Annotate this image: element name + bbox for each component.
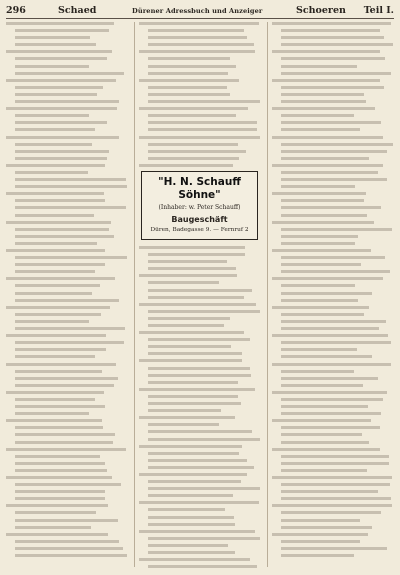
entry-line-placeholder [139,50,255,53]
entry-line-placeholder [281,554,354,557]
entry-line-placeholder [6,164,105,167]
entry-line-placeholder [139,22,259,25]
entry-line-placeholder [148,494,233,497]
entry-line-placeholder [15,43,96,46]
entry-line-placeholder [281,65,357,68]
entry-line-placeholder [148,57,230,60]
entry-line-placeholder [6,334,106,337]
entry-line-placeholder [281,441,369,444]
entry-line-placeholder [281,469,367,472]
entry-line-placeholder [139,473,247,476]
entry-line-placeholder [15,29,109,32]
entry-line-placeholder [281,355,372,358]
entry-line-placeholder [272,79,380,82]
header-keyword-left: Schaed [58,5,97,16]
directory-column-left [6,22,127,569]
entry-line-placeholder [15,228,109,231]
entry-line-placeholder [281,157,369,160]
entry-line-placeholder [148,289,252,292]
entry-line-placeholder [15,93,97,96]
entry-line-placeholder [139,246,245,249]
entry-line-placeholder [15,214,94,217]
entry-line-placeholder [281,43,393,46]
entry-line-placeholder [281,299,358,302]
entry-line-placeholder [15,348,106,351]
entry-line-placeholder [148,324,224,327]
entry-line-placeholder [281,72,391,75]
entry-line-placeholder [281,114,354,117]
entry-line-placeholder [15,65,89,68]
entry-line-placeholder [15,483,121,486]
entry-line-placeholder [148,402,241,405]
entry-line-placeholder [139,359,242,362]
entry-line-placeholder [15,36,90,39]
entry-line-placeholder [15,121,107,124]
entry-line-placeholder [139,388,255,391]
entry-line-placeholder [15,143,92,146]
entry-line-placeholder [148,459,247,462]
entry-line-placeholder [148,395,238,398]
entry-line-placeholder [281,519,360,522]
entry-line-placeholder [272,419,371,422]
entry-line-placeholder [148,143,238,146]
entry-line-placeholder [281,412,381,415]
entry-line-placeholder [281,100,366,103]
entry-line-placeholder [281,150,387,153]
entry-line-placeholder [281,348,357,351]
entry-line-placeholder [272,22,391,25]
entry-line-placeholder [15,405,105,408]
entry-line-placeholder [281,242,355,245]
entry-line-placeholder [281,128,360,131]
entry-line-placeholder [272,448,380,451]
entry-line-placeholder [15,57,107,60]
entry-line-placeholder [272,476,392,479]
entry-line-placeholder [15,327,125,330]
entry-line-placeholder [281,490,378,493]
entry-line-placeholder [148,544,228,547]
entry-line-placeholder [281,199,364,202]
entry-line-placeholder [148,29,244,32]
entry-line-placeholder [148,310,260,313]
entry-line-placeholder [272,277,383,280]
entry-line-placeholder [148,128,257,131]
entry-line-placeholder [139,303,256,306]
entry-line-placeholder [281,256,385,259]
entry-line-placeholder [15,497,105,500]
entry-line-placeholder [148,86,227,89]
entry-line-placeholder [272,391,387,394]
entry-line-placeholder [272,221,374,224]
entry-line-placeholder [139,274,237,277]
header-rule [6,18,394,19]
entry-line-placeholder [15,206,126,209]
entry-line-placeholder [281,235,358,238]
entry-line-placeholder [15,433,115,436]
entry-line-placeholder [281,313,364,316]
entry-line-placeholder [15,398,95,401]
entry-line-placeholder [281,341,391,344]
entry-line-placeholder [15,235,114,238]
entry-line-placeholder [6,136,119,139]
entry-line-placeholder [148,480,241,483]
entry-line-placeholder [148,296,244,299]
entry-line-placeholder [139,416,235,419]
entry-line-placeholder [15,511,96,514]
entry-line-placeholder [281,405,368,408]
entry-line-placeholder [148,43,254,46]
entry-line-placeholder [139,445,242,448]
entry-line-placeholder [148,157,239,160]
entry-line-placeholder [148,508,225,511]
entry-line-placeholder [148,537,260,540]
entry-line-placeholder [148,114,236,117]
entry-line-placeholder [148,367,250,370]
entry-line-placeholder [15,128,95,131]
entry-line-placeholder [6,79,116,82]
entry-line-placeholder [148,374,251,377]
directory-column-right [272,22,393,569]
entry-line-placeholder [281,36,384,39]
entry-line-placeholder [148,565,257,568]
entry-line-placeholder [6,192,104,195]
entry-line-placeholder [281,497,391,500]
entry-line-placeholder [148,345,231,348]
entry-line-placeholder [6,277,115,280]
entry-line-placeholder [148,317,230,320]
entry-line-placeholder [6,22,114,25]
entry-line-placeholder [148,438,260,441]
entry-line-placeholder [281,263,361,266]
entry-line-placeholder [15,355,95,358]
entry-line-placeholder [281,228,392,231]
entry-line-placeholder [281,121,381,124]
entry-line-placeholder [15,150,109,153]
entry-line-placeholder [15,171,88,174]
entry-line-placeholder [281,462,389,465]
entry-line-placeholder [6,50,112,53]
entry-line-placeholder [148,100,260,103]
entry-line-placeholder [15,199,105,202]
entry-line-placeholder [139,107,248,110]
entry-line-placeholder [272,504,392,507]
entry-line-placeholder [139,136,260,139]
entry-line-placeholder [148,352,242,355]
entry-line-placeholder [139,558,250,561]
entry-line-placeholder [272,164,383,167]
entry-line-placeholder [15,377,118,380]
entry-line-placeholder [6,306,110,309]
entry-line-placeholder [272,136,383,139]
entry-line-placeholder [281,206,381,209]
entry-line-placeholder [148,93,230,96]
entry-line-placeholder [148,36,247,39]
entry-line-placeholder [272,334,388,337]
entry-line-placeholder [139,530,255,533]
entry-line-placeholder [15,441,113,444]
entry-line-placeholder [148,381,238,384]
entry-line-placeholder [15,540,119,543]
entry-line-placeholder [281,398,383,401]
entry-line-placeholder [6,448,126,451]
entry-line-placeholder [15,299,119,302]
entry-line-placeholder [6,476,112,479]
entry-line-placeholder [6,533,108,536]
entry-line-placeholder [148,452,239,455]
entry-line-placeholder [15,313,101,316]
entry-line-placeholder [15,412,89,415]
entry-line-placeholder [15,426,103,429]
entry-line-placeholder [6,363,116,366]
entry-line-placeholder [15,72,124,75]
entry-line-placeholder [281,284,355,287]
entry-line-placeholder [15,455,100,458]
entry-line-placeholder [15,341,124,344]
entry-line-placeholder [281,143,393,146]
entry-line-placeholder [15,242,97,245]
entry-line-placeholder [15,469,107,472]
entry-line-placeholder [148,423,219,426]
entry-line-placeholder [148,72,228,75]
entry-line-placeholder [281,526,372,529]
entry-line-placeholder [148,65,236,68]
entry-line-placeholder [139,501,259,504]
entry-line-placeholder [281,511,381,514]
entry-line-placeholder [281,29,380,32]
entry-line-placeholder [281,185,355,188]
entry-line-placeholder [15,370,102,373]
entry-line-placeholder [6,391,104,394]
entry-line-placeholder [272,306,369,309]
entry-line-placeholder [15,292,92,295]
entry-line-placeholder [272,533,368,536]
entry-line-placeholder [148,260,227,263]
entry-line-placeholder [148,281,219,284]
entry-line-placeholder [281,483,390,486]
entry-line-placeholder [281,426,380,429]
entry-line-placeholder [6,107,117,110]
entry-line-placeholder [148,267,236,270]
advertisement-contact: Düren, Badegasse 9. — Fernruf 2 [150,226,249,233]
entry-line-placeholder [281,370,354,373]
entry-line-placeholder [15,86,103,89]
entry-line-placeholder [139,164,233,167]
entry-line-placeholder [148,551,235,554]
page-header [6,4,394,18]
entry-line-placeholder [15,490,105,493]
entry-line-placeholder [6,504,108,507]
entry-line-placeholder [6,419,102,422]
header-part: Teil I. [363,5,394,16]
entry-line-placeholder [15,100,119,103]
column-entries-bottom [139,246,260,569]
entry-line-placeholder [15,114,89,117]
entry-line-placeholder [139,79,239,82]
entry-line-placeholder [281,178,387,181]
entry-line-placeholder [281,214,367,217]
entry-line-placeholder [272,107,375,110]
header-title: Dürener Adressbuch und Anzeiger [132,7,263,15]
header-keyword-right: Schoeren [296,5,346,16]
entry-line-placeholder [281,327,379,330]
entry-line-placeholder [272,363,391,366]
entry-line-placeholder [281,57,385,60]
directory-column-middle [139,22,260,569]
advertisement-box [141,171,258,240]
entry-line-placeholder [148,516,234,519]
entry-line-placeholder [148,466,254,469]
entry-line-placeholder [15,263,105,266]
entry-line-placeholder [15,157,107,160]
entry-line-placeholder [148,523,235,526]
advertisement-subtitle: (Inhaber: w. Peter Schauff) [158,203,241,211]
entry-line-placeholder [281,270,390,273]
entry-line-placeholder [281,384,363,387]
column-divider [267,22,268,567]
entry-line-placeholder [281,377,378,380]
entry-line-placeholder [15,270,95,273]
entry-line-placeholder [6,249,105,252]
entry-line-placeholder [15,519,118,522]
entry-line-placeholder [281,171,378,174]
entry-line-placeholder [15,526,91,529]
page-number: 296 [6,5,26,16]
entry-line-placeholder [15,256,127,259]
entry-line-placeholder [15,284,100,287]
entry-line-placeholder [148,409,221,412]
entry-line-placeholder [148,430,252,433]
entry-line-placeholder [281,433,362,436]
entry-line-placeholder [15,462,105,465]
entry-line-placeholder [148,487,260,490]
entry-line-placeholder [6,221,111,224]
entry-line-placeholder [281,540,360,543]
entry-line-placeholder [15,178,126,181]
column-entries-top [139,22,260,167]
entry-line-placeholder [281,93,364,96]
entry-line-placeholder [281,292,372,295]
entry-line-placeholder [272,249,371,252]
entry-line-placeholder [148,253,245,256]
advertisement-title: "H. N. Schauff Söhne" [158,175,241,201]
entry-line-placeholder [15,320,89,323]
entry-line-placeholder [15,554,127,557]
entry-line-placeholder [148,150,246,153]
entry-line-placeholder [15,384,114,387]
entry-line-placeholder [272,192,366,195]
entry-line-placeholder [15,547,123,550]
column-divider [134,22,135,567]
entry-line-placeholder [281,86,384,89]
entry-line-placeholder [139,331,244,334]
entry-line-placeholder [281,320,386,323]
entry-line-placeholder [148,121,257,124]
entry-line-placeholder [148,338,250,341]
advertisement-line: Baugeschäft [171,214,228,224]
entry-line-placeholder [281,455,389,458]
entry-line-placeholder [281,547,387,550]
entry-line-placeholder [15,185,127,188]
entry-line-placeholder [272,50,380,53]
